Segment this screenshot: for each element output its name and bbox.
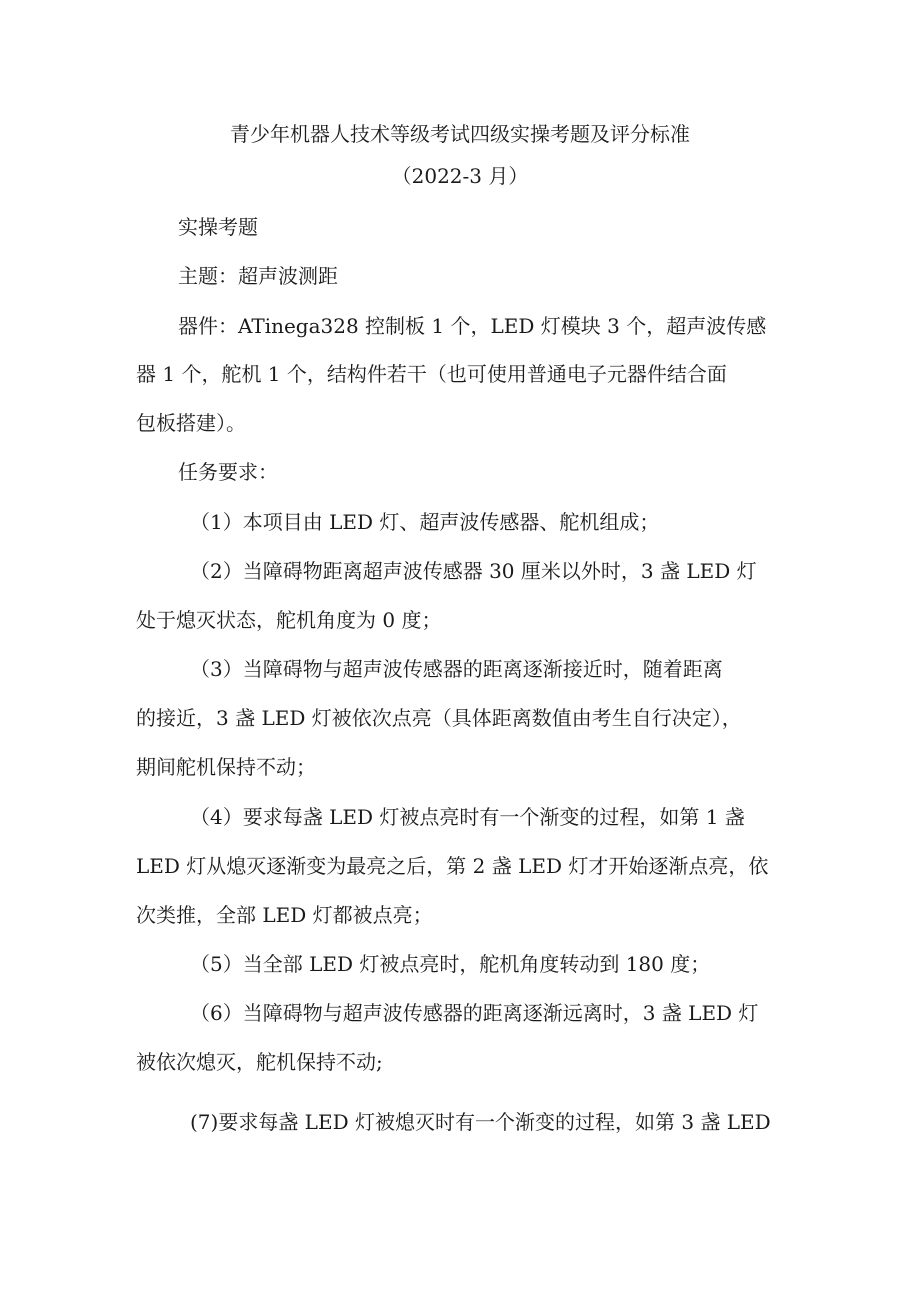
section-heading: 实操考题 bbox=[178, 215, 258, 239]
document-date: （2022-3 月） bbox=[391, 164, 529, 188]
components-line: 包板搭建）。 bbox=[136, 411, 246, 435]
requirement-line: LED 灯从熄灭逐渐变为最亮之后，第 2 盏 LED 灯才开始逐渐点亮，依 bbox=[136, 854, 769, 878]
requirement-line: （5）当全部 LED 灯被点亮时，舵机角度转动到 180 度； bbox=[190, 952, 711, 976]
components-line: 器件：ATinega328 控制板 1 个，LED 灯模块 3 个，超声波传感 bbox=[178, 314, 767, 338]
document-title: 青少年机器人技术等级考试四级实操考题及评分标准 bbox=[230, 122, 690, 146]
requirement-line: 次类推，全部 LED 灯都被点亮； bbox=[136, 903, 433, 927]
requirement-line: 被依次熄灭，舵机保持不动; bbox=[136, 1050, 383, 1074]
requirement-line: （1）本项目由 LED 灯、超声波传感器、舵机组成； bbox=[190, 510, 660, 534]
requirement-line: （4）要求每盏 LED 灯被点亮时有一个渐变的过程，如第 1 盏 bbox=[190, 805, 745, 829]
requirement-line: （2）当障碍物距离超声波传感器 30 厘米以外时，3 盏 LED 灯 bbox=[190, 559, 757, 583]
requirement-line: （6）当障碍物与超声波传感器的距离逐渐远离时，3 盏 LED 灯 bbox=[190, 1001, 759, 1025]
topic-line: 主题：超声波测距 bbox=[178, 264, 338, 288]
requirement-line: （3）当障碍物与超声波传感器的距离逐渐接近时，随着距离 bbox=[190, 657, 723, 681]
requirement-line: 处于熄灭状态，舵机角度为 0 度； bbox=[136, 608, 442, 632]
components-line: 器 1 个，舵机 1 个，结构件若干（也可使用普通电子元器件结合面 bbox=[136, 362, 727, 386]
requirement-line: 期间舵机保持不动； bbox=[136, 755, 316, 779]
requirement-line: (7)要求每盏 LED 灯被熄灭时有一个渐变的过程，如第 3 盏 LED bbox=[190, 1110, 771, 1134]
requirement-line: 的接近，3 盏 LED 灯被依次点亮（具体距离数值由考生自行决定）， bbox=[136, 706, 742, 730]
task-heading: 任务要求： bbox=[178, 460, 278, 484]
